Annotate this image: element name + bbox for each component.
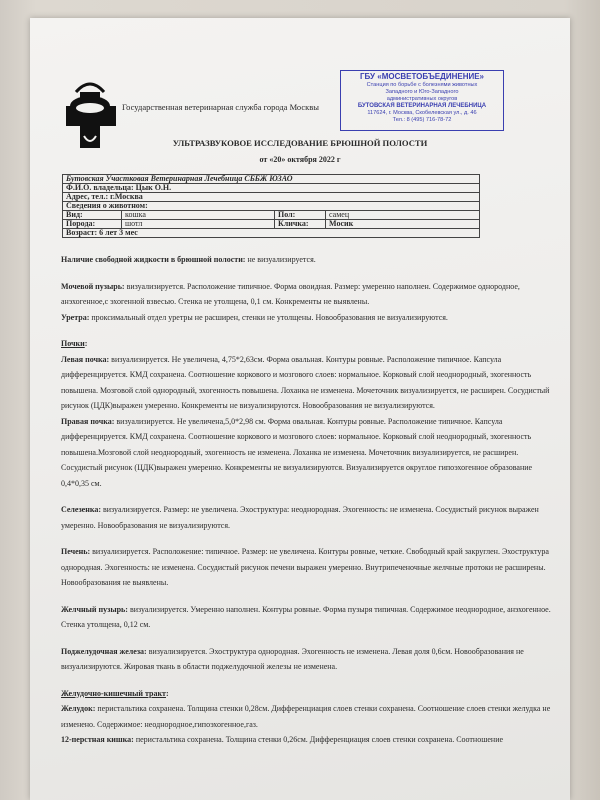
findings [61, 252, 551, 759]
section-gi-tract: Желудочно-кишечный тракт: Желудок: перистальтика сохранена. Толщина стенки 0,28см. Дифференциация слоев стенки сохранена. Соотношение слоев стенки желудка не изменено. Содержимое: неоднородное,гипоэхогенное,газ. 12-перстная кишка: перистальтика сохранена. Толщина стенки 0,26см. Дифференциация слоев стенки сохранена. Соотношение [61, 688, 551, 744]
section-text: визуализируется. Размер: не увеличена. Эхоструктура: неоднородная. Эхогенность: не изменена. Сосудистый рисунок выражен умеренно. Новообразования не визуализируются. [61, 505, 539, 530]
section-label: Поджелудочная железа: [61, 646, 147, 656]
section-heading: Почки [61, 339, 85, 348]
stamp-line: Западного и Юго-Западного [385, 89, 459, 95]
section-text: визуализируется. Умеренно наполнен. Контуры ровные. Форма пузыря типичная. Содержимое неоднородное, анэхогенное. Стенка утолщена, 0,12 см. [61, 604, 551, 629]
section-label: Печень: [61, 547, 91, 556]
age: Возраст: 6 лет 3 мес [63, 229, 480, 238]
breed-label: Порода: [63, 220, 122, 229]
stamp-line: административных округов [386, 96, 458, 102]
section-label: Желудок: [61, 704, 96, 713]
sex-label: Пол: [275, 211, 326, 220]
owner-name: Ф.И.О. владельца: Цык О.Н. [63, 184, 480, 193]
patient-info-table [62, 174, 480, 238]
animal-info-heading: Сведения о животном: [63, 202, 480, 211]
stamp-line: Тел.: 8 (495) 716-78-72 [392, 117, 452, 123]
clinic-stamp [340, 70, 504, 131]
section-text: перистальтика сохранена. Толщина стенки 0,26см. Дифференциация слоев стенки сохранена. Соотношение [133, 735, 504, 744]
organization-name: Государственная ветеринарная служба города Москвы [122, 102, 320, 112]
section-label: Мочевой пузырь: [61, 281, 125, 291]
pet-name-value: Мосик [326, 220, 480, 229]
clinic-name: Бутовская Участковая Ветеринарная Лечебница СББЖ ЮЗАО [63, 175, 480, 184]
section-label: Уретра: [61, 312, 90, 322]
pet-name-label: Кличка: [275, 220, 326, 229]
species-label: Вид: [63, 211, 122, 220]
section-label: Желчный пузырь: [61, 604, 128, 614]
owner-address: Адрес, тел.: г.Москва [63, 193, 480, 202]
section-kidneys: Почки: Левая почка: визуализируется. Не увеличена, 4,75*2,63см. Форма овальная. Контуры ровные. Расположение типичное. Капсула дифференцируется. КМД сохранена. Соотношение коркового и мозгового слоев: нормальное. Корковый слой неоднородный, эхогенность повышена. Мозговой слой однородный, эхогенность повышена. Лоханка не изменена. Мочеточник визуализируется, не расширен. Сосудистый рисунок (ЦДК)выражен умеренно. Конкременты не визуализируются. Новообразования не визуализируются. Правая почка: визуализируется. Не увеличена,5,0*2,98 см. Форма овальная. Контуры ровные. Расположение типичное. Капсула дифференцируется. КМД сохранена. Соотношение коркового и мозгового слоев: нормальное. Корковый слой неоднородный, эхогенность повышена.Мозговой слой неоднородный, эхогенность не изменена. Лоханка не изменена. Мочеточник визуализируется, не расширен. Сосудистый рисунок (ЦДК)выражен умеренно. Конкременты не визуализируются. Визуализируется округлое гипоэхогенное образование 0,4*0,35 см. [61, 339, 550, 488]
section-bladder [61, 279, 551, 326]
document-title: УЛЬТРАЗВУКОВОЕ ИССЛЕДОВАНИЕ БРЮШНОЙ ПОЛОСТИ [172, 138, 428, 148]
section-gallbladder [61, 602, 551, 633]
section-text: проксимальный отдел уретры не расширен, стенки не утолщены. Новообразования не визуализируются. [89, 312, 448, 322]
section-label: Правая почка: [61, 416, 115, 426]
species-value: кошка [122, 211, 275, 220]
section-pancreas [61, 644, 551, 675]
stamp-line: ГБУ «МОСВЕТОБЪЕДИНЕНИЕ» [359, 72, 485, 81]
stamp-line: Станция по борьбе с болезнями животных [366, 82, 478, 88]
section-label: Селезенка: [61, 505, 101, 514]
section-text: визуализируется. Эхоструктура однородная. Эхогенность не изменена. Левая доля 0,6см. Новообразования не визуализируются. Жировая ткань в области поджелудочной железы не изменена. [61, 646, 524, 671]
breed-value: шотл [122, 220, 275, 229]
section-text: не визуализируется. [245, 255, 316, 264]
section-label: Наличие свободной жидкости в брюшной полости: [61, 255, 246, 264]
section-liver [61, 544, 551, 591]
section-spleen [61, 502, 551, 533]
section-heading: Желудочно-кишечный тракт [61, 688, 166, 698]
stamp-line: 117624, г. Москва, Скобелевская ул., д. 46 [367, 110, 477, 116]
document-date: от «20» октября 2022 г [259, 155, 341, 164]
section-fluid [61, 252, 551, 268]
section-text: визуализируется. Расположение типичное. Форма овоидная. Размер: умеренно наполнен. Содержимое однородное, анэхогенное,с эхогенной взвесью. Стенка не утолщена, 0,1 см. Конкременты не выявлены. [61, 281, 520, 306]
section-text: визуализируется. Не увеличена, 4,75*2,63см. Форма овальная. Контуры ровные. Расположение типичное. Капсула дифференцируется. КМД сохранена. Соотношение коркового и мозгового слоев: нормальное. Корковый слой неоднородный, эхогенность повышена. Мозговой слой однородный, эхогенность повышена. Лоханка не изменена. Мочеточник визуализируется, не расширен. Сосудистый рисунок (ЦДК)выражен умеренно. Конкременты не визуализируются. Новообразования не визуализируются. [61, 354, 550, 410]
section-label: 12-перстная кишка: [61, 735, 134, 744]
document-page [30, 18, 570, 800]
stamp-line: БУТОВСКАЯ ВЕТЕРИНАРНАЯ ЛЕЧЕБНИЦА [357, 103, 487, 109]
section-text: визуализируется. Не увеличена,5,0*2,98 см. Форма овальная. Контуры ровные. Расположение типичное. Капсула дифференцируется. КМД сохранена. Соотношение коркового и мозгового слоев: нормальное. Корковый слой неоднородный, эхогенность повышена.Мозговой слой неоднородный, эхогенность не изменена. Лоханка не изменена. Мочеточник визуализируется, не расширен. Сосудистый рисунок (ЦДК)выражен умеренно. Конкременты не визуализируются. Визуализируется округлое гипоэхогенное образование 0,4*0,35 см. [61, 416, 533, 488]
section-text: визуализируется. Расположение: типичное. Размер: не увеличена. Контуры ровные, четкие. Свободный край закруглен. Эхоструктура однородная. Эхогенность: не изменена. Сосудистый рисунок печени выражен умеренно. Внутрипеченочные желчные протоки не расширены. Новообразования не выявлены. [61, 547, 549, 587]
section-text: перистальтика сохранена. Толщина стенки 0,28см. Дифференциация слоев стенки сохранена. Соотношение слоев стенки желудка не изменено. Содержимое: неоднородное,гипоэхогенное,газ. [61, 704, 551, 729]
sex-value: самец [326, 211, 480, 220]
section-label: Левая почка: [61, 354, 110, 364]
